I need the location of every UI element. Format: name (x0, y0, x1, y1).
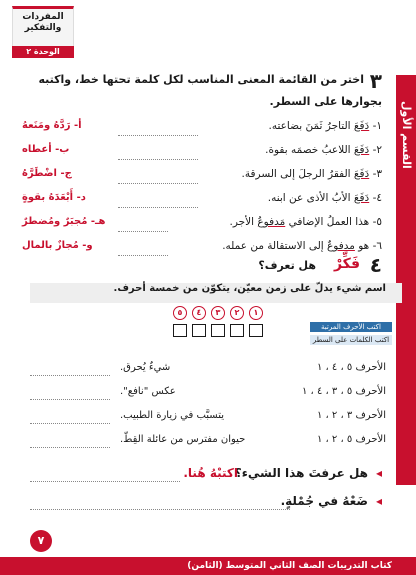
letter-box-1[interactable] (249, 324, 263, 337)
sentence-text: الأجر. (229, 216, 258, 228)
underlined-word: مدفوعٌ (327, 240, 355, 252)
sentence-number: ٦- (372, 240, 382, 252)
clue-3-meaning: يتسبَّب في زيارة الطبيب. (120, 410, 224, 421)
letter-5-marker: ٥ (173, 306, 187, 320)
badge-line1: المفردات (22, 12, 64, 22)
sentence-2 (265, 144, 382, 156)
tip-order-letters: اكتب الأحرف المرتبة (310, 322, 392, 332)
letter-4-marker: ٤ (192, 306, 206, 320)
clue-2-answer[interactable] (30, 398, 110, 400)
letter-2-marker: ٢ (230, 306, 244, 320)
sentence-text: هذا العملُ الإضافي (285, 216, 370, 228)
underlined-word: دَفَعَ (353, 120, 370, 132)
sentence-text: الأبُ الأذى عن ابنه. (267, 192, 354, 204)
meaning-d: د- أَبْعَدَهُ بقوةٍ (22, 192, 86, 203)
sentence-number: ٣- (372, 168, 382, 180)
sentence-1 (269, 120, 382, 132)
underlined-word: مَدفوعُ (257, 216, 286, 228)
sentence-text: إلى الاستقالة من عمله. (222, 240, 328, 252)
sentence-number: ٥- (372, 216, 382, 228)
sentence-number: ١- (372, 120, 382, 132)
clue-2-letters: الأحرف ٥ ، ٣ ، ٤ ، ١ (301, 386, 386, 397)
exercise-4-title: فَكِّرْ (333, 256, 360, 272)
meaning-c: ج- اضْطَرَّهُ (22, 168, 72, 179)
answer-line-6[interactable] (118, 254, 168, 256)
question-know-thing: هل عرفتَ هذا الشيء؟ (234, 466, 368, 480)
exercise-4-subtitle: هل تعرف؟ (258, 259, 316, 272)
clue-4-meaning: حيوان مفترس من عائلة القِطّ. (120, 434, 246, 445)
answer-line-4[interactable] (118, 206, 198, 208)
sentence-text: التاجرُ ثَمَنَ بضاعته. (268, 120, 354, 132)
arrow-bullet-icon: ◂ (375, 466, 382, 480)
letter-3-marker: ٣ (211, 306, 225, 320)
exercise-3-instruction-2: بجوارها على السطر. (269, 95, 382, 108)
meaning-e: هـ- مُجبَرٌ ومُضطرٌ (22, 216, 106, 227)
clue-1-meaning: شيءٌ يُحرق. (120, 362, 171, 373)
exercise-3-number: ٣ (369, 69, 382, 93)
sentence-answer-line[interactable] (30, 508, 290, 510)
underlined-word: دَفَعَ (353, 144, 370, 156)
answer-line-2[interactable] (118, 158, 198, 160)
answer-line-3[interactable] (118, 182, 198, 184)
section-label: القسم الأول (400, 101, 413, 169)
letter-box-3[interactable] (211, 324, 225, 337)
sentence-text: هو (354, 240, 370, 252)
question-write-here: اكتبْهُ هُنا. (183, 466, 238, 480)
clue-1-answer[interactable] (30, 374, 110, 376)
sentence-number: ٤- (372, 192, 382, 204)
letter-box-5[interactable] (173, 324, 187, 337)
sentence-5 (230, 216, 383, 228)
letter-1-marker: ١ (249, 306, 263, 320)
exercise-3-instruction-1: اختر من القائمة المعنى المناسب لكل كلمة تحتها خط، واكتبه (38, 73, 364, 86)
footer-book-title: كتاب التدريبات الصف الثاني المتوسط (الثامن) (187, 561, 392, 571)
sentence-6 (222, 240, 382, 252)
letter-box-4[interactable] (192, 324, 206, 337)
meaning-b: ب- أعطاه (22, 144, 70, 155)
answer-line-1[interactable] (118, 134, 198, 136)
sentence-3 (242, 168, 382, 180)
unit-label: الوحدة ٢ (12, 46, 74, 58)
letter-box-2[interactable] (230, 324, 244, 337)
clue-2-meaning: عكس "نافع". (120, 386, 176, 397)
sentence-text: الفقرُ الرجلَ إلى السرقة. (241, 168, 354, 180)
meaning-a: أ- رَدَّهُ ومَنَعهُ (22, 120, 82, 131)
answer-thing-line[interactable] (30, 480, 180, 482)
sentence-4 (268, 192, 382, 204)
question-use-in-sentence: ضَعْهُ في جُمْلةٍ. (280, 494, 368, 508)
clue-3-answer[interactable] (30, 422, 110, 424)
page-number: ٧ (30, 530, 52, 552)
riddle-lead: اسم شيء يدلّ على زمن معيّن، يتكوّن من خمسة أحرف. (113, 283, 386, 294)
sentence-number: ٢- (372, 144, 382, 156)
underlined-word: دَفَعَ (353, 168, 370, 180)
arrow-bullet-icon: ◂ (375, 494, 382, 508)
clue-1-letters: الأحرف ٥ ، ٤ ، ١ (316, 362, 386, 373)
clue-3-letters: الأحرف ٣ ، ٢ ، ١ (316, 410, 386, 421)
underlined-word: دَفَعَ (353, 192, 370, 204)
badge-line2: والتفكير (24, 23, 62, 33)
exercise-4-number: ٤ (369, 253, 382, 277)
clue-4-letters: الأحرف ٥ ، ٢ ، ١ (316, 434, 386, 445)
tip-write-words: اكتب الكلمات على السطر (310, 335, 392, 345)
answer-line-5[interactable] (118, 230, 168, 232)
clue-4-answer[interactable] (30, 446, 110, 448)
sentence-text: اللاعبُ خصمَه بقوة. (265, 144, 354, 156)
meaning-f: و- مُجازٌ بالمال (22, 240, 93, 251)
